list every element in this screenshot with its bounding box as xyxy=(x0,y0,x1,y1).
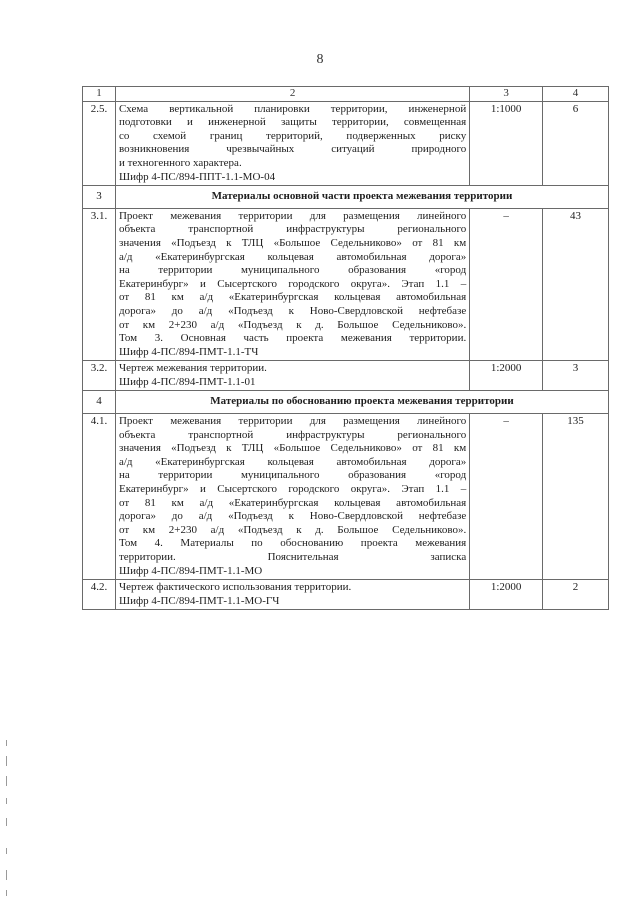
margin-marks xyxy=(6,740,10,900)
row-scale: 1:1000 xyxy=(470,101,543,186)
table-row xyxy=(83,101,609,186)
row-scale: 1:2000 xyxy=(470,580,543,610)
document-table-body xyxy=(83,87,609,610)
description-line: Проект межевания территории для размещения линейного xyxy=(118,415,467,428)
description-line: Том 3. Основная часть проекта межевания территории. xyxy=(118,332,467,345)
row-sheets: 2 xyxy=(543,580,609,610)
description-line: дорога» до а/д «Подъезд к Ново-Свердловской нефтебазе xyxy=(118,510,467,523)
row-scale: – xyxy=(470,414,543,580)
description-line: Чертеж межевания территории. xyxy=(118,362,267,375)
row-number: 2.5. xyxy=(83,101,116,186)
document-table xyxy=(82,86,609,610)
description-line: объекта транспортной инфраструктуры регионального xyxy=(118,223,467,236)
section-row xyxy=(83,391,609,414)
description-line: значения «Подъезд к ТЛЦ «Большое Седельниково» от 81 км xyxy=(118,442,467,455)
row-sheets: 135 xyxy=(543,414,609,580)
table-row xyxy=(83,361,609,391)
description-line: Шифр 4-ПС/894-ПМТ-1.1-МО xyxy=(118,564,263,577)
description-line: дорога» до а/д «Подъезд к Ново-Свердловской нефтебазе xyxy=(118,304,467,317)
description-line: подготовки и инженерной защиты территории, совмещенная xyxy=(118,116,467,129)
description-line: на территории муниципального образования «город xyxy=(118,469,467,482)
description-line: Шифр 4-ПС/894-ПМТ-1.1-ТЧ xyxy=(118,345,259,358)
description-line: возникновения чрезвычайных ситуаций природного xyxy=(118,143,467,156)
description-line: Том 4. Материалы по обоснованию проекта межевания xyxy=(118,537,467,550)
description-line: от км 2+230 а/д «Подъезд к д. Большое Седельниково». xyxy=(118,523,467,536)
header-col-1: 1 xyxy=(83,87,116,102)
description-line: Схема вертикальной планировки территории, инженерной xyxy=(118,102,467,115)
row-description xyxy=(115,580,469,610)
row-sheets: 6 xyxy=(543,101,609,186)
description-line: Екатеринбург» и Сысертского городского округа». Этап 1.1 – xyxy=(118,277,467,290)
row-sheets: 43 xyxy=(543,208,609,361)
description-line: Чертеж фактического использования территории. xyxy=(118,581,352,594)
row-number: 3.2. xyxy=(83,361,116,391)
row-description xyxy=(115,208,469,361)
description-line: значения «Подъезд к ТЛЦ «Большое Седельниково» от 81 км xyxy=(118,236,467,249)
header-col-3: 3 xyxy=(470,87,543,102)
description-line: со схемой границ территорий, подверженных риску xyxy=(118,129,467,142)
page-number: 8 xyxy=(316,52,324,67)
description-line: Екатеринбург» и Сысертского городского округа». Этап 1.1 – xyxy=(118,483,467,496)
description-line: на территории муниципального образования «город xyxy=(118,264,467,277)
row-number: 4.2. xyxy=(83,580,116,610)
row-number: 3.1. xyxy=(83,208,116,361)
section-title: Материалы по обоснованию проекта межевания территории xyxy=(115,391,608,414)
section-number: 3 xyxy=(83,186,116,209)
description-line: территории. Пояснительная записка xyxy=(118,551,467,563)
section-row xyxy=(83,186,609,209)
row-scale: – xyxy=(470,208,543,361)
row-description xyxy=(115,414,469,580)
description-line: Шифр 4-ПС/894-ПМТ-1.1-01 xyxy=(118,375,256,388)
table-row xyxy=(83,414,609,580)
row-description xyxy=(115,101,469,186)
row-number: 4.1. xyxy=(83,414,116,580)
description-line: Шифр 4-ПС/894-ПМТ-1.1-МО-ГЧ xyxy=(118,594,280,607)
description-line: а/д «Екатеринбургская кольцевая автомобильная дорога» xyxy=(118,250,467,263)
header-col-4: 4 xyxy=(543,87,609,102)
description-line: Шифр 4-ПС/894-ППТ-1.1-МО-04 xyxy=(118,170,276,183)
description-line: Проект межевания территории для размещения линейного xyxy=(118,209,467,222)
description-line: и техногенного характера. xyxy=(118,156,242,169)
description-line: объекта транспортной инфраструктуры регионального xyxy=(118,428,467,441)
table-row xyxy=(83,580,609,610)
description-line: от км 2+230 а/д «Подъезд к д. Большое Седельниково». xyxy=(118,318,467,331)
section-title: Материалы основной части проекта межевания территории xyxy=(115,186,608,209)
description-line: от 81 км а/д «Екатеринбургская кольцевая автомобильная xyxy=(118,291,467,304)
table-header-row xyxy=(83,87,609,102)
row-sheets: 3 xyxy=(543,361,609,391)
row-description xyxy=(115,361,469,391)
table-row xyxy=(83,208,609,361)
header-col-2: 2 xyxy=(115,87,469,102)
row-scale: 1:2000 xyxy=(470,361,543,391)
section-number: 4 xyxy=(83,391,116,414)
description-line: от 81 км а/д «Екатеринбургская кольцевая автомобильная xyxy=(118,496,467,509)
description-line: а/д «Екатеринбургская кольцевая автомобильная дорога» xyxy=(118,455,467,468)
